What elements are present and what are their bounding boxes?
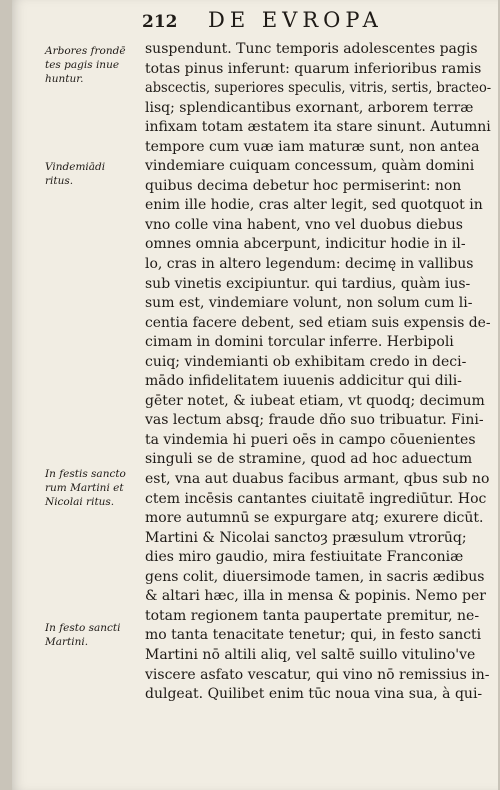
text-line: lo, cras in altero legendum: decimę in vallibus — [145, 256, 474, 273]
text-line: more autumnū se expurgare atq; exurere dicūt. — [145, 510, 484, 527]
margin-note-line: Vindemiādi — [45, 161, 106, 173]
margin-note-line: Arbores frondē — [45, 45, 126, 57]
margin-note-arbores — [45, 44, 151, 86]
text-line: gēter notet, & iubeat etiam, vt quodq; decimum — [145, 392, 485, 409]
text-line: Martini & Nicolai sanctoȝ præsulum vtrorūq; — [145, 529, 467, 546]
page-number: 212 — [142, 12, 178, 32]
text-line: abscectis, superiores speculis, vitris, sertis, bracteo- — [145, 80, 492, 97]
text-line: mādo infidelitatem iuuenis addicitur qui dili- — [145, 373, 462, 390]
text-line: singuli se de stramine, quod ad hoc aduectum — [145, 451, 473, 468]
text-line: est, vna aut duabus facibus armant, qbus sub no — [145, 471, 490, 488]
text-line: tempore cum vuæ iam maturæ sunt, non antea — [145, 138, 480, 155]
margin-note-line: Martini. — [45, 636, 89, 648]
text-line: & altari hæc, illa in mensa & popinis. Nemo per — [145, 588, 486, 605]
text-line: gens colit, diuersimode tamen, in sacris ædibus — [145, 568, 485, 585]
text-line: totam regionem tanta paupertate premitur, ne- — [145, 607, 480, 624]
text-line: dies miro gaudio, mira festiuitate Franconiæ — [145, 549, 464, 566]
text-line: totas pinus inferunt: quarum inferioribus ramis — [145, 60, 482, 77]
text-line: quibus decima debetur hoc permiserint: non — [145, 177, 462, 194]
text-line: mo tanta tenacitate tenetur; qui, in festo sancti — [145, 627, 482, 644]
margin-note-vindemiandi — [45, 160, 151, 188]
book-page — [12, 0, 498, 790]
text-line: sub vinetis excipiuntur. qui tardius, quàm ius- — [145, 275, 471, 292]
text-line: centia facere debent, sed etiam suis expensis de- — [145, 314, 491, 331]
margin-note-line: huntur. — [45, 73, 84, 85]
text-line: sum est, vindemiare volunt, non solum cum li- — [145, 295, 473, 312]
text-line: dulgeat. Quilibet enim tūc noua vina sua, à qui- — [145, 686, 483, 703]
text-line: ctem incēsis cantantes ciuitatē ingrediūtur. Hoc — [145, 490, 487, 507]
text-line: ta vindemia hi pueri oēs in campo cōuenientes — [145, 431, 476, 448]
margin-note-line: ritus. — [45, 175, 74, 187]
text-line: vas lectum absq; fraude dño suo tribuatur. Fini- — [145, 412, 484, 429]
body-text — [145, 40, 495, 705]
page-header — [12, 6, 498, 36]
text-line: viscere asfato vescatur, qui vino nō remissius in- — [145, 666, 490, 683]
text-line: vno colle vina habent, vno vel duobus diebus — [145, 216, 463, 233]
text-line: infixam totam æstatem ita stare sinunt. Autumni — [145, 119, 491, 136]
text-line: omnes omnia abcerpunt, indicitur hodie in il- — [145, 236, 466, 253]
margin-note-festis — [45, 467, 151, 509]
margin-note-line: In festis sancto — [45, 468, 126, 480]
margin-note-line: tes pagis inue — [45, 59, 120, 71]
text-line: suspendunt. Tunc temporis adolescentes pagis — [145, 41, 478, 57]
text-line: enim ille hodie, cras alter legit, sed quotquot in — [145, 197, 483, 214]
margin-note-line: Nicolai ritus. — [45, 496, 115, 508]
margin-note-martini — [45, 621, 151, 649]
text-line: cimam in domini torcular inferre. Herbipoli — [145, 334, 454, 351]
text-line: Martini nō altili aliq, vel saltē suillo vitulino've — [145, 646, 476, 663]
margin-note-line: In festo sancti — [45, 622, 121, 634]
running-title: DE EVROPA — [208, 8, 383, 32]
text-line: vindemiare cuiquam concessum, quàm domini — [145, 158, 475, 175]
text-line: lisq; splendicantibus exornant, arborem terræ — [145, 99, 474, 116]
margin-note-line: rum Martini et — [45, 482, 124, 494]
text-line: cuiq; vindemianti ob exhibitam credo in deci- — [145, 353, 467, 370]
